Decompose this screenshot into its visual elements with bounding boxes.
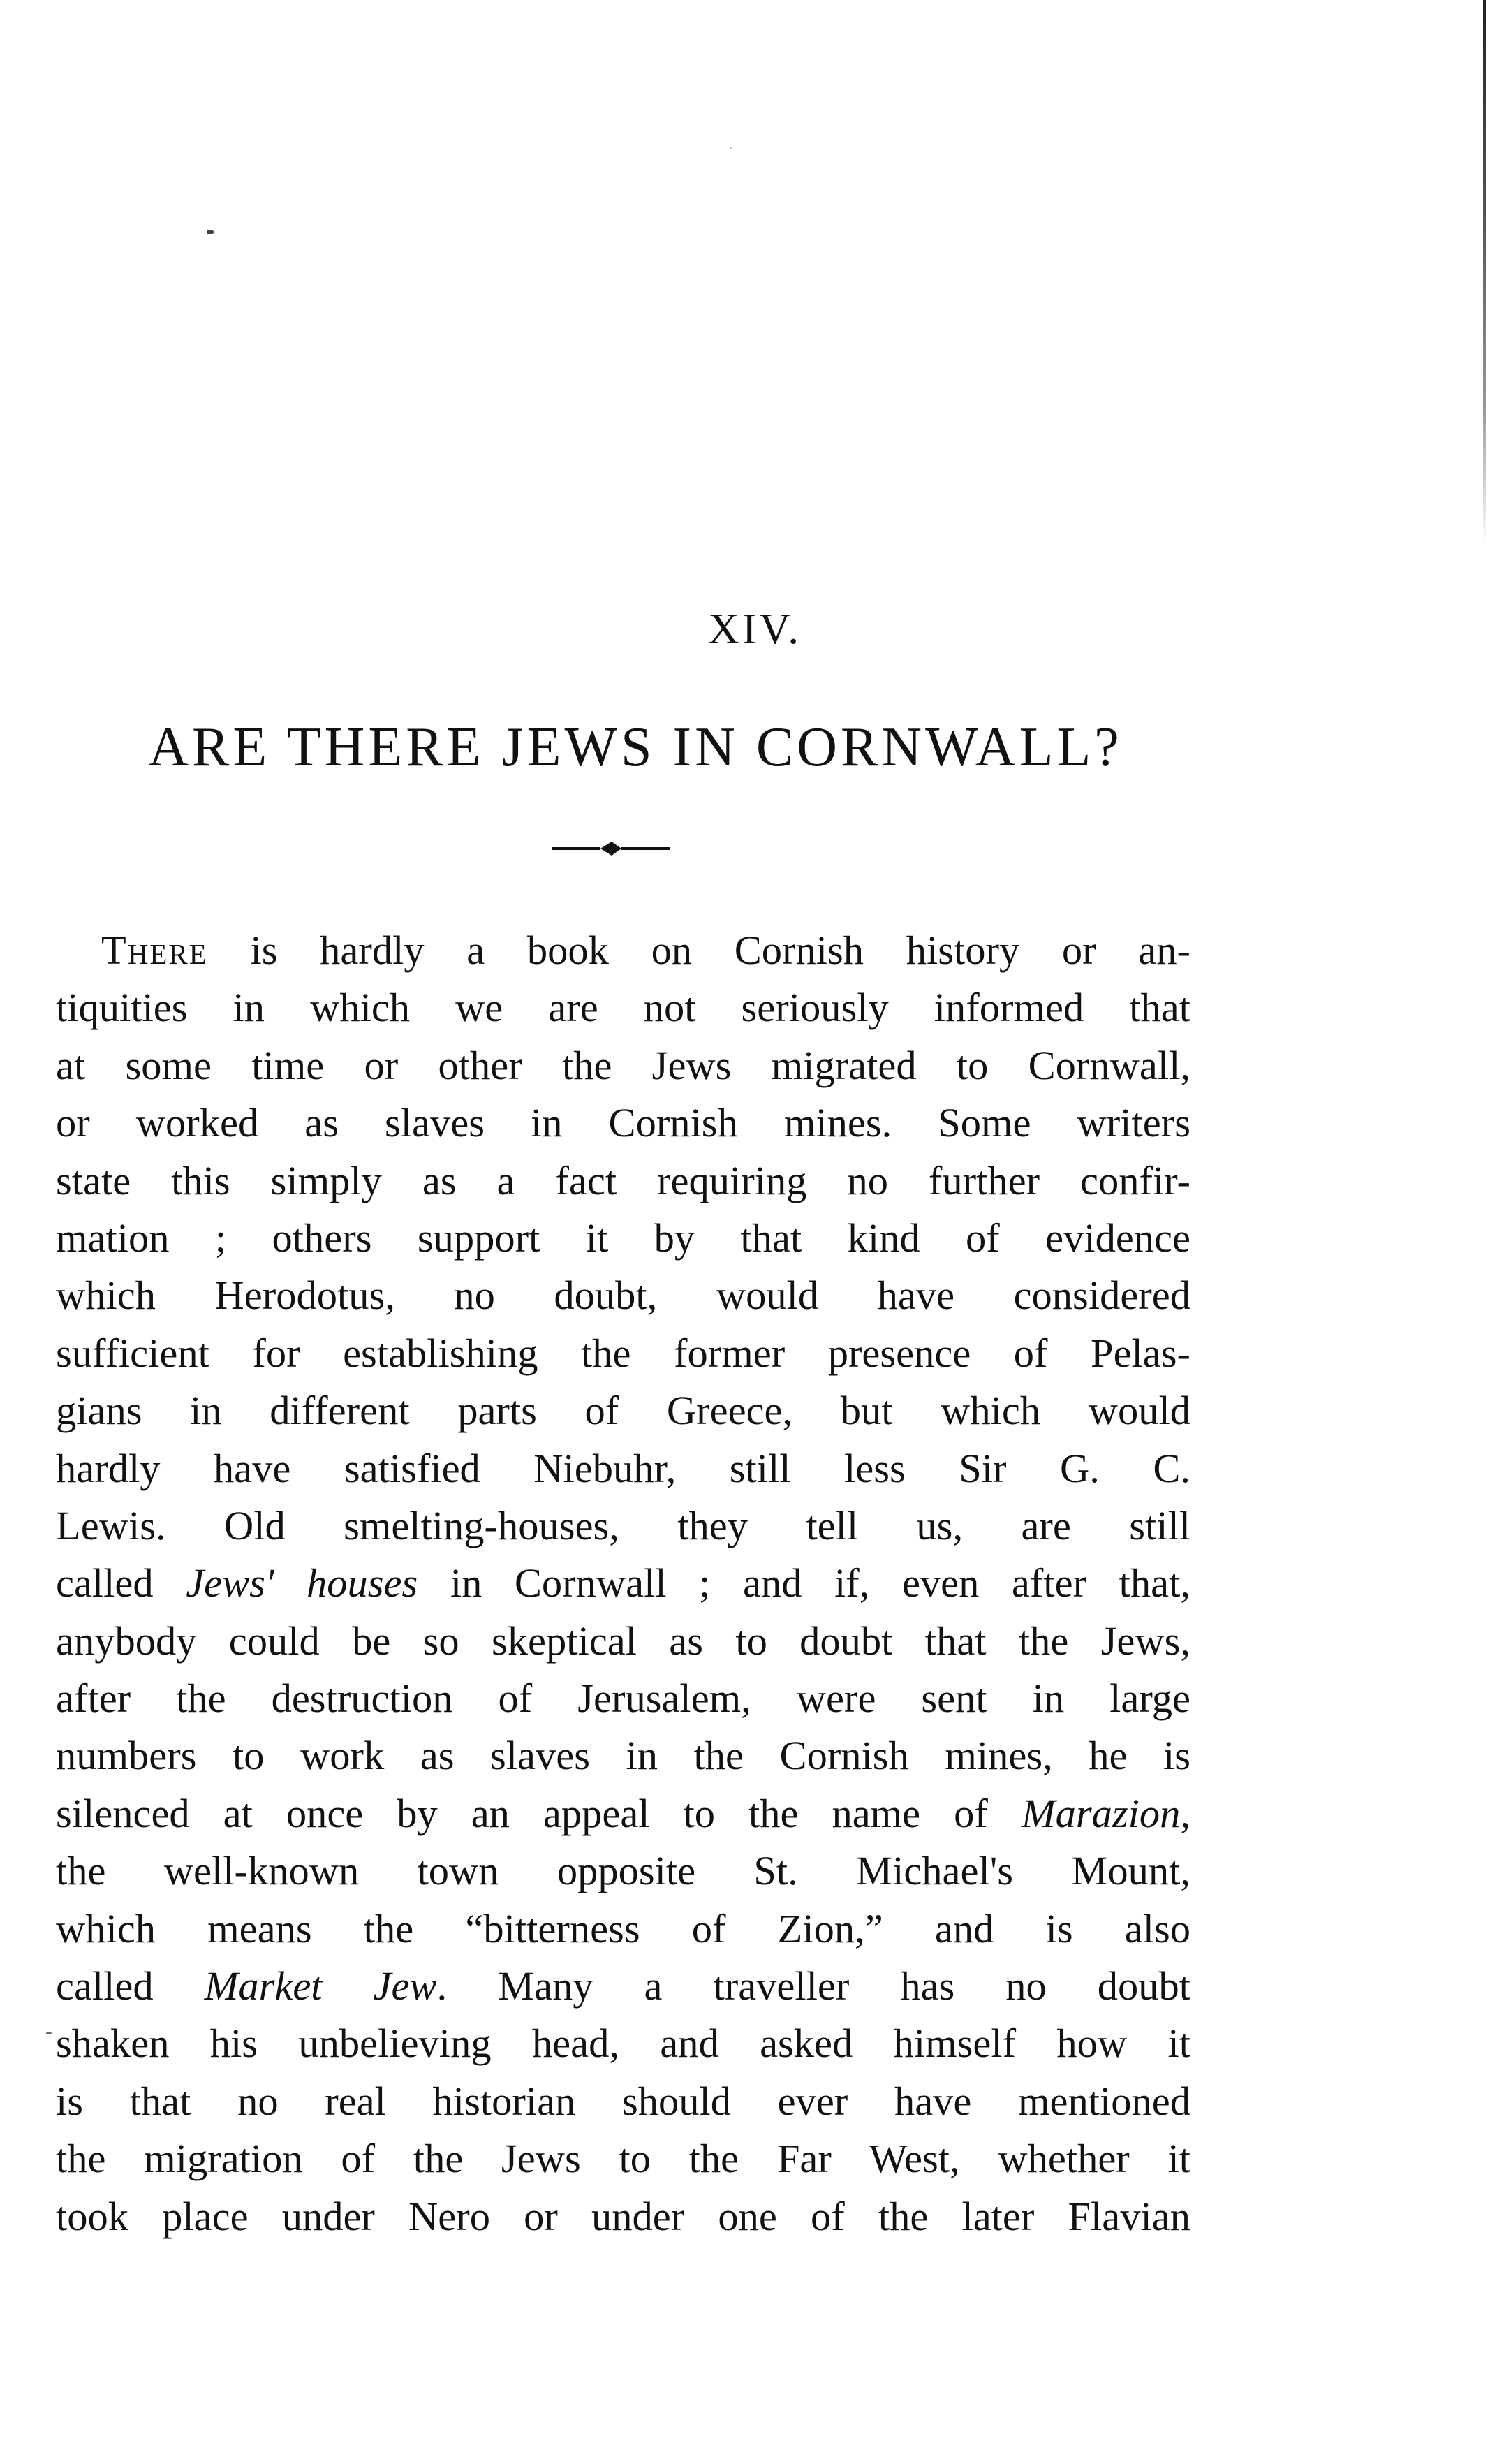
text-line: which means the “bitterness of Zion,” and is also bbox=[56, 1905, 1190, 1951]
text-line: the well-known town opposite St. Michael's Mount, bbox=[56, 1848, 1190, 1894]
page-edge-shadow bbox=[1483, 0, 1486, 545]
text-line: the migration of the Jews to the Far West, whether it bbox=[56, 2136, 1190, 2182]
line-text: is hardly a book on Cornish history or an- bbox=[207, 927, 1190, 973]
body-paragraph bbox=[56, 922, 1190, 2245]
text-line: state this simply as a fact requiring no further confir- bbox=[56, 1157, 1190, 1203]
ink-speck bbox=[207, 230, 214, 234]
line-text: . Many a traveller has no doubt bbox=[436, 1963, 1190, 2009]
line-text: in Cornwall ; and if, even after that, bbox=[418, 1560, 1190, 1606]
text-line: tiquities in which we are not seriously informed that bbox=[56, 985, 1190, 1031]
text-line: is that no real historian should ever have mentioned bbox=[56, 2078, 1190, 2124]
text-line bbox=[56, 922, 1190, 979]
text-line: mation ; others support it by that kind of evidence bbox=[56, 1215, 1190, 1261]
line-text: silenced at once by an appeal to the name of bbox=[56, 1790, 1022, 1836]
line-text: , bbox=[1180, 1790, 1190, 1836]
text-line: gians in different parts of Greece, but which would bbox=[56, 1388, 1190, 1434]
text-line bbox=[56, 1958, 1190, 2015]
line-text: called bbox=[56, 1963, 205, 2009]
text-line: at some time or other the Jews migrated to Cornwall, bbox=[56, 1042, 1190, 1088]
text-line: sufficient for establishing the former presence of Pelas- bbox=[56, 1330, 1190, 1376]
chapter-title: ARE THERE JEWS IN CORNWALL? bbox=[148, 717, 1123, 778]
text-line: shaken his unbelieving head, and asked himself how it bbox=[56, 2021, 1190, 2067]
text-line: or worked as slaves in Cornish mines. Some writers bbox=[56, 1100, 1190, 1146]
divider-ornament-icon bbox=[552, 835, 670, 863]
text-line bbox=[56, 1785, 1190, 1842]
line-text: called bbox=[56, 1560, 186, 1606]
ink-speck bbox=[730, 147, 732, 149]
text-line bbox=[56, 1555, 1190, 1612]
lead-word: There bbox=[101, 927, 208, 973]
text-line: anybody could be so skeptical as to doubt that the Jews, bbox=[56, 1618, 1190, 1664]
italic-term: Market Jew bbox=[204, 1963, 437, 2009]
italic-term: Jews' houses bbox=[186, 1560, 418, 1606]
text-line: Lewis. Old smelting-houses, they tell us, are still bbox=[56, 1502, 1190, 1548]
ink-speck bbox=[46, 2032, 52, 2034]
italic-term: Marazion bbox=[1021, 1790, 1181, 1836]
text-line: after the destruction of Jerusalem, were sent in large bbox=[56, 1675, 1190, 1722]
text-line: hardly have satisfied Niebuhr, still less Sir G. C. bbox=[56, 1445, 1190, 1491]
chapter-number: XIV. bbox=[708, 606, 802, 653]
text-line: numbers to work as slaves in the Cornish mines, he is bbox=[56, 1733, 1190, 1779]
text-line: took place under Nero or under one of the later Flavian bbox=[56, 2193, 1190, 2239]
text-line: which Herodotus, no doubt, would have considered bbox=[56, 1273, 1190, 1319]
